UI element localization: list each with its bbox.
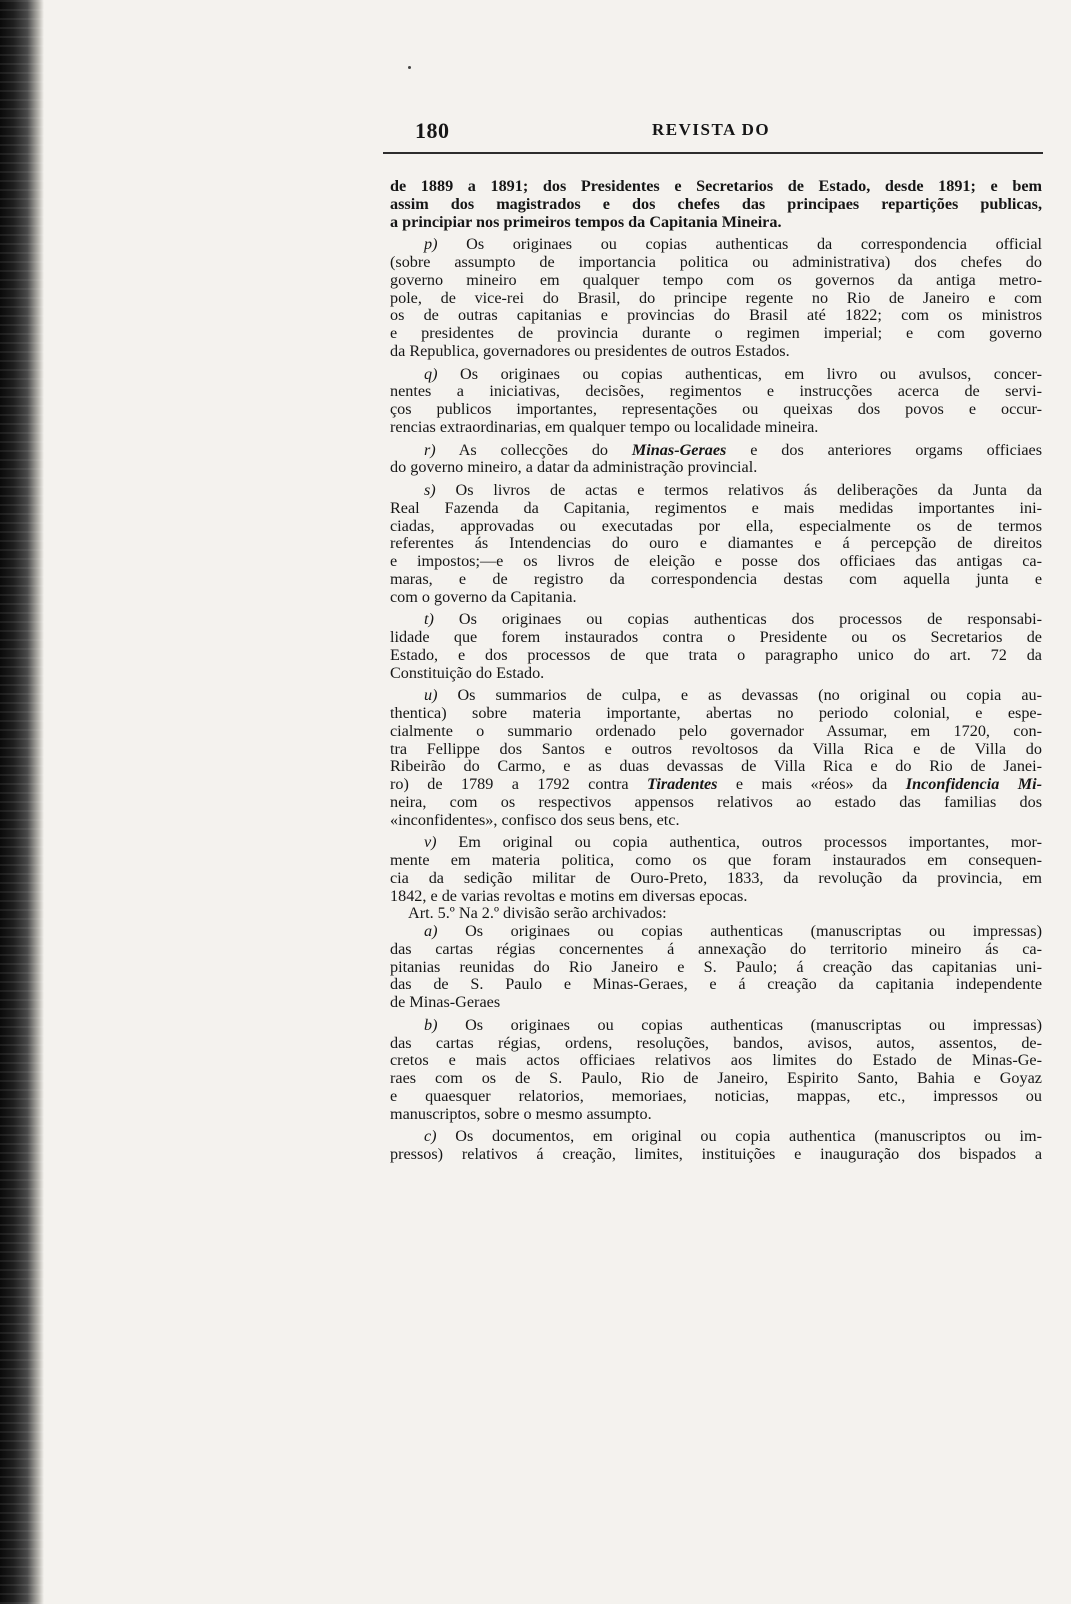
paragraph-c [390,1128,1042,1164]
text-line: das cartas régias, ordens, resoluções, bandos, avisos, autos, assentos, de- [390,1033,1042,1052]
paragraph-a [390,923,1042,1012]
paragraph-article-5 [390,905,1042,923]
text-line: Art. 5.º Na 2.º divisão serão archivados: [408,904,667,923]
text-line: Ribeirão do Carmo, e as duas devassas de Villa Rica e do Rio de Janei- [390,757,1042,776]
text-line: thentica) sobre materia importante, abertas no periodo colonial, e espe- [390,704,1042,722]
text-line: lidade que forem instaurados contra o Presidente ou os Secretarios de [390,628,1042,646]
text-line: com o governo da Capitania. [390,587,577,606]
paragraph-s [390,482,1042,606]
page-body [390,178,1042,1164]
text-line: cialmente o summario ordenado pelo governador Assumar, em 1720, con- [390,721,1042,740]
header-rule [383,152,1043,154]
item-marker: b) [424,1015,438,1034]
text-line: das de S. Paulo e Minas-Geraes, e á creação da capitania independente [390,975,1042,994]
text-line: manuscriptos, sobre o mesmo assumpto. [390,1104,652,1123]
item-marker: p) [424,235,438,254]
line-text: Os originaes ou copias authenticas da correspondencia official [466,235,1043,254]
line-text: Os summarios de culpa, e as devassas (no original ou copia au- [457,686,1042,705]
text-line: assim dos magistrados e dos chefes das principaes repartições publicas, [390,194,1042,213]
page-number: 180 [415,118,450,143]
line-text: Em original ou copia authentica, outros processos importantes, mor- [458,833,1043,852]
text-line: e presidentes de provincia durante o regimen imperial; e com governo [390,324,1042,342]
text-line: «inconfidentes», confisco dos seus bens, etc. [390,810,680,829]
text-line: a principiar nos primeiros tempos da Capitania Mineira. [390,212,782,231]
running-head: REVISTA DO [652,120,771,139]
line-text: Os documentos, em original ou copia authentica (manuscriptos ou im- [455,1127,1043,1146]
text-line: raes com os de S. Paulo, Rio de Janeiro, Espirito Santo, Bahia e Goyaz [390,1069,1042,1087]
name-inconfidencia: Inconfidencia Mi- [905,775,1042,793]
text-line: tra Fellippe dos Santos e outros revoltosos da Villa Rica e de Villa do [390,739,1042,758]
text-line: cretos e mais actos officiaes relativos aos limites do Estado de Minas-Ge- [390,1051,1042,1070]
text-line [390,482,1042,500]
book-spine-texture [0,0,44,1604]
item-marker: t) [424,610,434,629]
item-marker: r) [424,440,436,459]
text-line: de 1889 a 1891; dos Presidentes e Secretarios de Estado, desde 1891; e bem [390,177,1042,195]
item-marker: u) [424,686,438,705]
text-line: rencias extraordinarias, em qualquer tempo ou localidade mineira. [390,417,819,436]
text-line: (sobre assumpto de importancia politica ou administrativa) dos chefes do [390,253,1042,271]
paragraph-r [390,442,1042,478]
text-line: pressos) relativos á creação, limites, instituições e inauguração dos bispados a [390,1145,1042,1163]
text-line: e quaesquer relatorios, memoriaes, noticias, mappas, etc., impressos ou [390,1086,1042,1105]
paragraph-u [390,687,1042,829]
paragraph-p [390,236,1042,360]
item-marker: a) [424,922,438,940]
text-line: Constituição do Estado. [390,663,545,682]
item-marker: s) [424,481,436,499]
line-text: e dos anteriores orgams officiaes [726,440,1042,459]
item-marker: q) [424,364,438,383]
periodical-title: Minas-Geraes [631,440,727,459]
paragraph-t [390,611,1042,682]
text-line: ços publicos importantes, representações ou queixas dos povos e occur- [390,400,1042,418]
text-line [390,1128,1042,1146]
text-line [390,834,1042,852]
item-marker: v) [424,833,437,852]
paragraph-q [390,366,1042,437]
text-line: de Minas-Geraes [390,993,501,1011]
line-text: e mais «réos» da [717,775,906,793]
page-header [0,116,1071,146]
name-tiradentes: Tiradentes [647,775,718,793]
text-line: governo mineiro em qualquer tempo com os governos da antiga metro- [390,270,1042,289]
text-line [390,923,1042,941]
text-line: nentes a iniciativas, decisões, regimentos e instrucções acerca de servi- [390,382,1042,401]
text-line: cia da sedição militar de Ouro-Preto, 1833, da revolução da provincia, em [390,868,1042,887]
text-line: maras, e de registro da correspondencia destas com aquella junta e [390,569,1042,588]
text-line: Real Fazenda da Capitania, regimentos e mais medidas importantes ini- [390,498,1042,517]
text-line: os de outras capitanias e provincias do Brasil até 1822; com os ministros [390,306,1042,325]
text-line: neira, com os respectivos appensos relativos ao estado das familias dos [390,792,1042,811]
line-text: As collecções do [458,440,632,459]
line-text: Os originaes ou copias authenticas (manuscriptas ou impressas) [465,922,1042,940]
text-line [390,611,1042,629]
text-line: pitanias reunidas do Rio Janeiro e S. Paulo; á creação das capitanias uni- [390,957,1042,976]
line-text: Os originaes ou copias authenticas dos processos de responsabi- [458,610,1042,629]
text-line [390,366,1042,384]
text-line: 1842, e de varias revoltas e motins em diversas epocas. [390,886,748,905]
line-text: Os originaes ou copias authenticas, em livro ou avulsos, concer- [460,364,1042,383]
text-line: ciadas, approvadas ou executadas por ella, especialmente os de termos [390,516,1042,535]
text-line [390,687,1042,705]
item-marker: c) [424,1127,437,1146]
text-line: Estado, e dos processos de que trata o paragrapho unico do art. 72 da [390,645,1042,664]
text-line [390,236,1042,254]
text-line: e impostos;—e os livros de eleição e posse dos officiaes das antigas ca- [390,552,1042,570]
text-line [390,442,1042,460]
paragraph-v [390,834,1042,905]
line-text: ro) de 1789 a 1792 contra [390,775,648,793]
text-line: da Republica, governadores ou presidentes de outros Estados. [390,341,790,360]
text-line: referentes ás Intendencias do ouro e diamantes e á percepção de direitos [390,534,1042,553]
print-speck [408,66,411,69]
line-text: Os originaes ou copias authenticas (manuscriptas ou impressas) [465,1015,1042,1034]
paragraph-b [390,1017,1042,1124]
text-line [390,1017,1042,1035]
text-line: mente em materia politica, como os que foram instaurados em consequen- [390,851,1042,869]
paragraph-continuation [390,178,1042,231]
text-line [390,776,1042,794]
text-line: das cartas régias concernentes á annexação do territorio mineiro ás ca- [390,939,1042,958]
text-line: pole, de vice-rei do Brasil, do principe regente no Rio de Janeiro e com [390,288,1042,307]
text-line: do governo mineiro, a datar da administração provincial. [390,458,758,477]
line-text: Os livros de actas e termos relativos ás deliberações da Junta da [455,481,1042,499]
